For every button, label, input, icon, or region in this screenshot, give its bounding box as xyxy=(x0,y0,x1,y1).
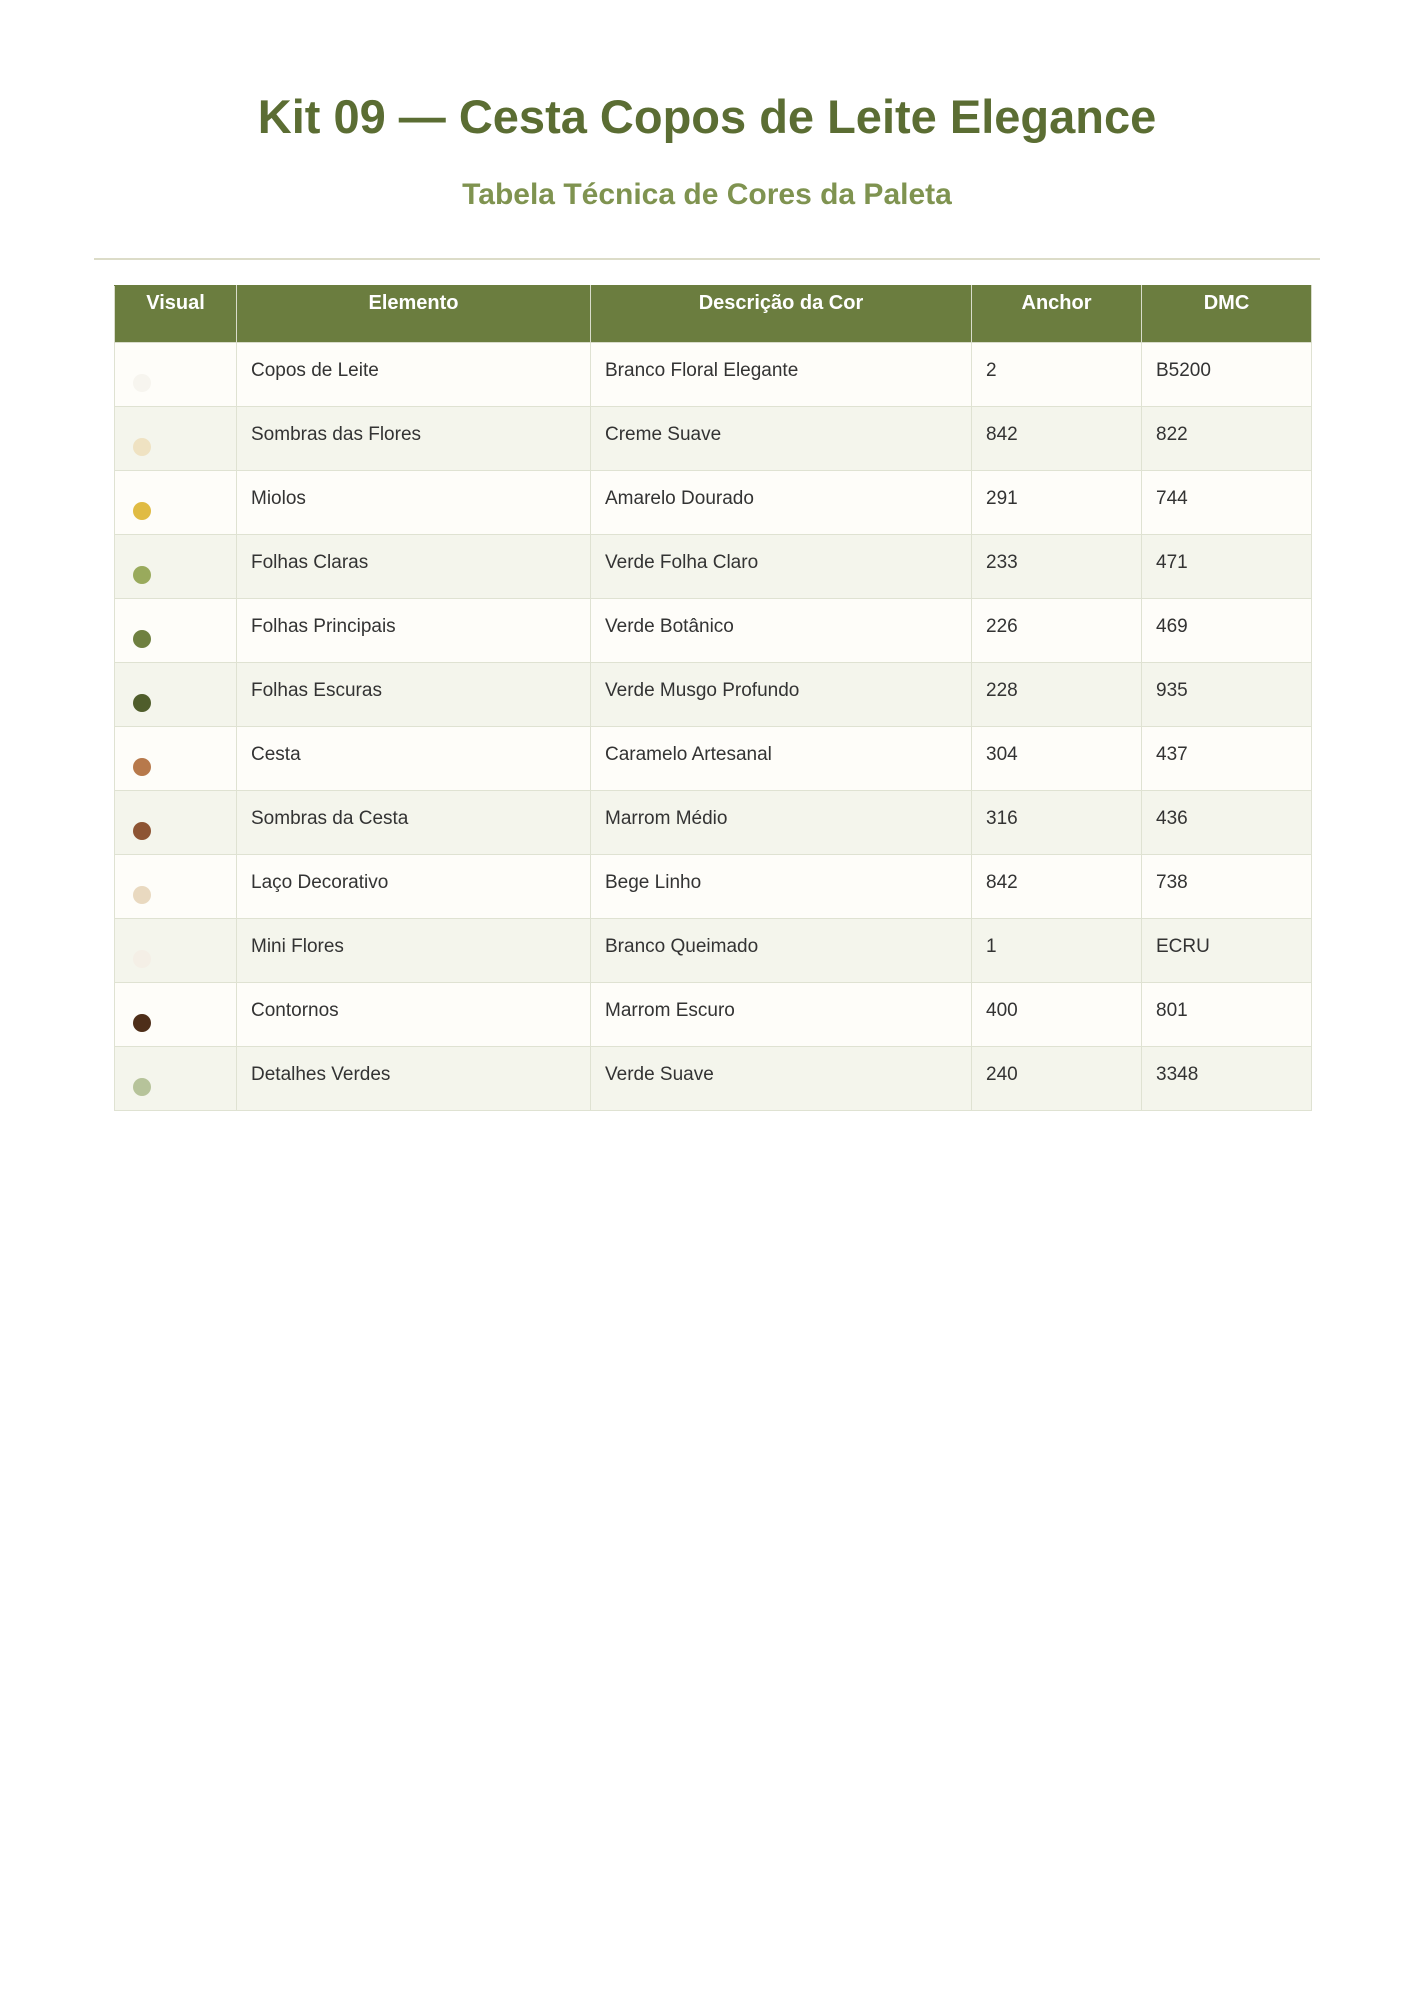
table-row xyxy=(115,983,1312,1047)
page-title: Kit 09 — Cesta Copos de Leite Elegance xyxy=(257,90,1157,143)
visual-cell xyxy=(115,407,237,471)
anchor-cell: 226 xyxy=(972,599,1142,663)
description-cell: Verde Musgo Profundo xyxy=(591,663,972,727)
dmc-cell: B5200 xyxy=(1142,343,1312,407)
description-cell: Verde Folha Claro xyxy=(591,535,972,599)
color-swatch xyxy=(133,694,151,712)
anchor-cell: 2 xyxy=(972,343,1142,407)
dmc-cell: 801 xyxy=(1142,983,1312,1047)
description-cell: Marrom Escuro xyxy=(591,983,972,1047)
description-cell: Caramelo Artesanal xyxy=(591,727,972,791)
element-cell: Cesta xyxy=(237,727,591,791)
visual-cell xyxy=(115,983,237,1047)
visual-cell xyxy=(115,727,237,791)
dmc-cell: 469 xyxy=(1142,599,1312,663)
visual-cell xyxy=(115,791,237,855)
color-swatch xyxy=(133,502,151,520)
description-cell: Marrom Médio xyxy=(591,791,972,855)
color-swatch xyxy=(133,822,151,840)
element-cell: Folhas Escuras xyxy=(237,663,591,727)
visual-cell xyxy=(115,855,237,919)
anchor-cell: 291 xyxy=(972,471,1142,535)
element-cell: Sombras das Flores xyxy=(237,407,591,471)
element-cell: Folhas Claras xyxy=(237,535,591,599)
element-cell: Laço Decorativo xyxy=(237,855,591,919)
description-cell: Branco Queimado xyxy=(591,919,972,983)
description-cell: Bege Linho xyxy=(591,855,972,919)
dmc-cell: 935 xyxy=(1142,663,1312,727)
dmc-cell: 3348 xyxy=(1142,1047,1312,1111)
anchor-cell: 233 xyxy=(972,535,1142,599)
header-dmc: DMC xyxy=(1142,286,1312,343)
table-body xyxy=(115,343,1312,1111)
color-swatch xyxy=(133,886,151,904)
table-row xyxy=(115,407,1312,471)
dmc-cell: 436 xyxy=(1142,791,1312,855)
color-swatch xyxy=(133,566,151,584)
table-row xyxy=(115,1047,1312,1111)
table-row xyxy=(115,919,1312,983)
visual-cell xyxy=(115,1047,237,1111)
visual-cell xyxy=(115,663,237,727)
color-swatch xyxy=(133,630,151,648)
description-cell: Amarelo Dourado xyxy=(591,471,972,535)
element-cell: Copos de Leite xyxy=(237,343,591,407)
table-row xyxy=(115,599,1312,663)
anchor-cell: 304 xyxy=(972,727,1142,791)
header-visual: Visual xyxy=(115,286,237,343)
color-swatch xyxy=(133,438,151,456)
dmc-cell: 738 xyxy=(1142,855,1312,919)
header-element: Elemento xyxy=(237,286,591,343)
page-subtitle: Tabela Técnica de Cores da Paleta xyxy=(462,178,952,211)
dmc-cell: ECRU xyxy=(1142,919,1312,983)
visual-cell xyxy=(115,919,237,983)
title-divider xyxy=(94,258,1320,260)
element-cell: Detalhes Verdes xyxy=(237,1047,591,1111)
element-cell: Miolos xyxy=(237,471,591,535)
dmc-cell: 744 xyxy=(1142,471,1312,535)
dmc-cell: 471 xyxy=(1142,535,1312,599)
anchor-cell: 316 xyxy=(972,791,1142,855)
description-cell: Verde Botânico xyxy=(591,599,972,663)
header-anchor: Anchor xyxy=(972,286,1142,343)
visual-cell xyxy=(115,535,237,599)
table-row xyxy=(115,791,1312,855)
color-swatch xyxy=(133,374,151,392)
anchor-cell: 240 xyxy=(972,1047,1142,1111)
element-cell: Contornos xyxy=(237,983,591,1047)
color-swatch xyxy=(133,950,151,968)
table-row xyxy=(115,535,1312,599)
description-cell: Branco Floral Elegante xyxy=(591,343,972,407)
dmc-cell: 437 xyxy=(1142,727,1312,791)
header-description: Descrição da Cor xyxy=(591,286,972,343)
visual-cell xyxy=(115,343,237,407)
anchor-cell: 842 xyxy=(972,855,1142,919)
description-cell: Verde Suave xyxy=(591,1047,972,1111)
color-swatch xyxy=(133,758,151,776)
table-row xyxy=(115,855,1312,919)
anchor-cell: 1 xyxy=(972,919,1142,983)
color-swatch xyxy=(133,1014,151,1032)
visual-cell xyxy=(115,599,237,663)
dmc-cell: 822 xyxy=(1142,407,1312,471)
table-row xyxy=(115,343,1312,407)
table-row xyxy=(115,727,1312,791)
table-row xyxy=(115,663,1312,727)
anchor-cell: 228 xyxy=(972,663,1142,727)
color-palette-table xyxy=(114,285,1312,1111)
element-cell: Sombras da Cesta xyxy=(237,791,591,855)
table-row xyxy=(115,471,1312,535)
color-swatch xyxy=(133,1078,151,1096)
anchor-cell: 400 xyxy=(972,983,1142,1047)
element-cell: Mini Flores xyxy=(237,919,591,983)
element-cell: Folhas Principais xyxy=(237,599,591,663)
description-cell: Creme Suave xyxy=(591,407,972,471)
table-header-row xyxy=(115,286,1312,343)
visual-cell xyxy=(115,471,237,535)
anchor-cell: 842 xyxy=(972,407,1142,471)
